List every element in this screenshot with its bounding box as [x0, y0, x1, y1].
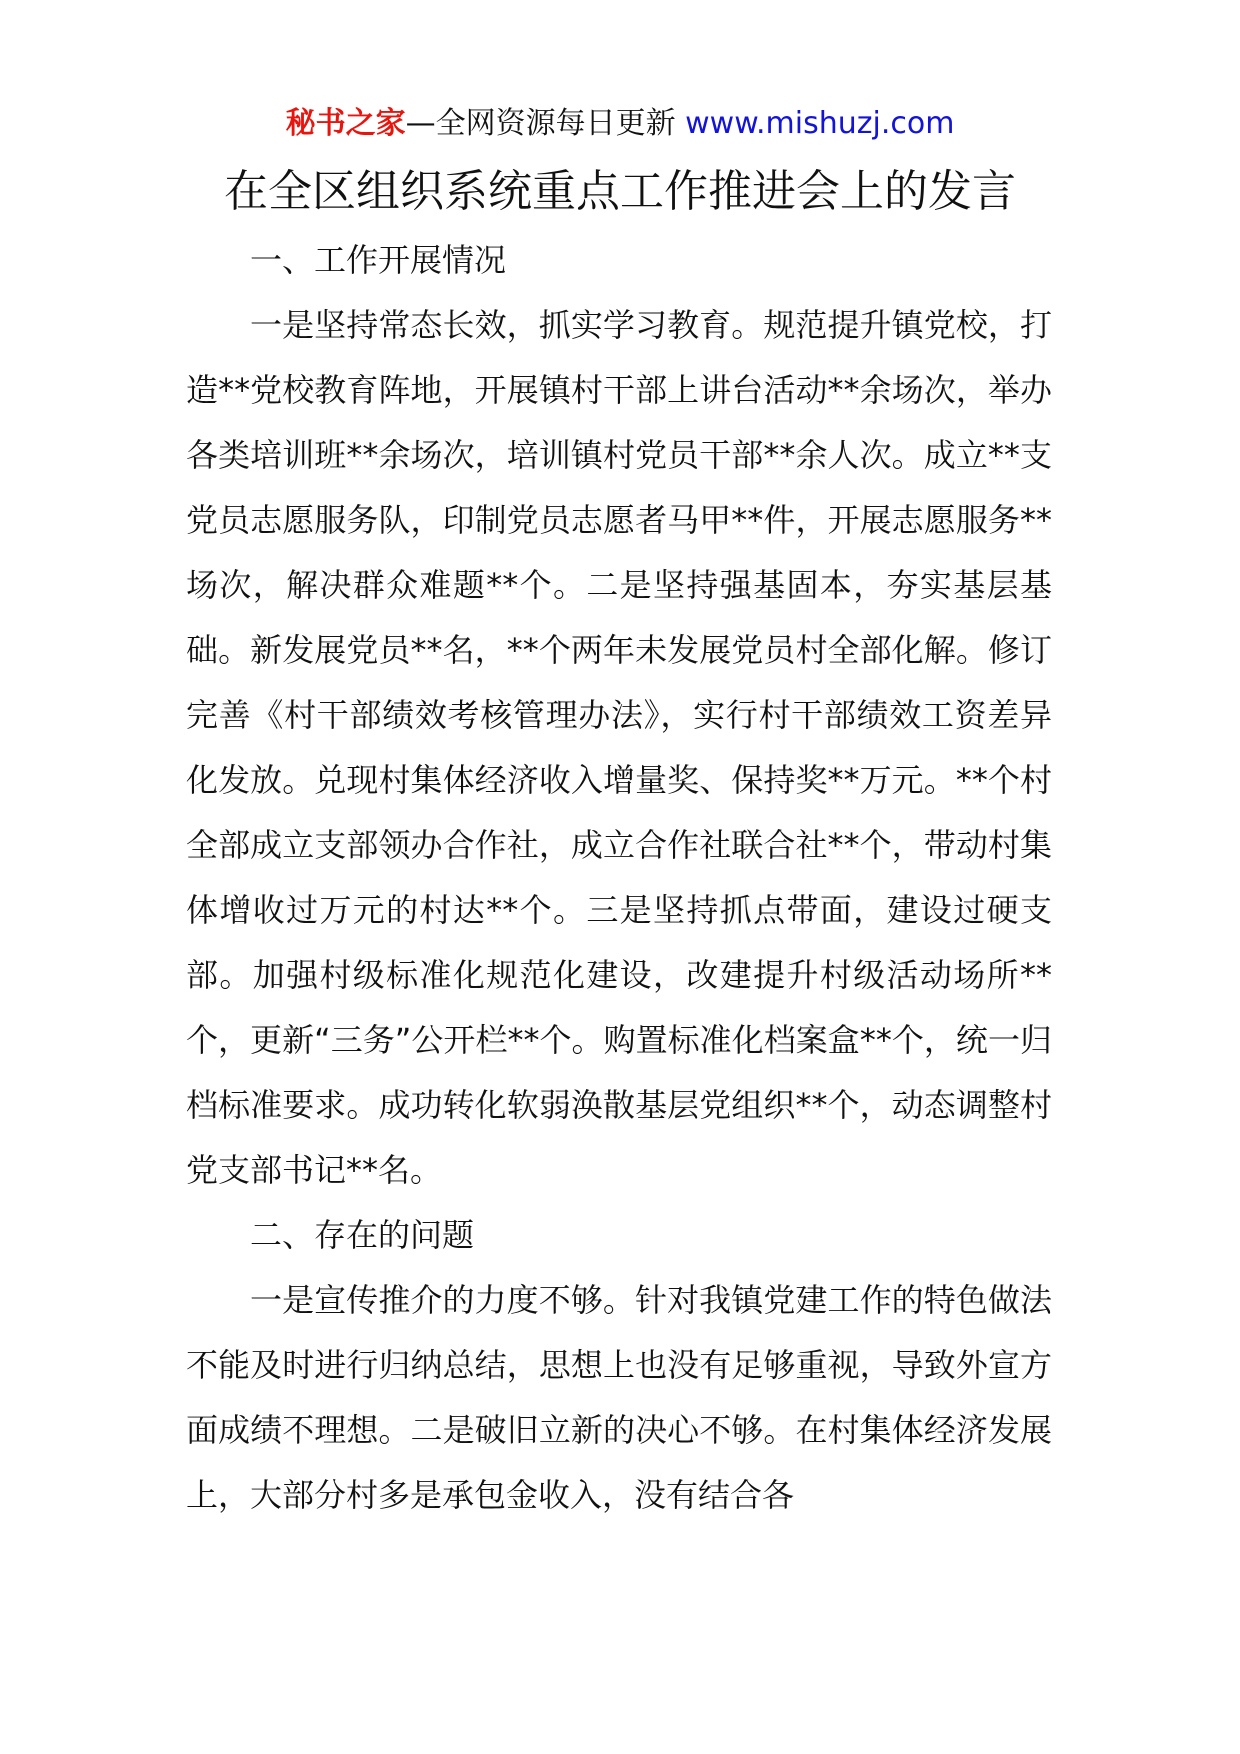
section-heading-work-progress: 一、工作开展情况: [250, 241, 507, 279]
section-paragraph-problems: 一是宣传推介的力度不够。针对我镇党建工作的特色做法不能及时进行归纳总结，思想上也没有足够重视，导致外宣方面成绩不理想。二是破旧立新的决心不够。在村集体经济发展上，大部分村多是承包金收入，没有结合各: [186, 1281, 1052, 1514]
section-paragraph-work-progress: 一是坚持常态长效，抓实学习教育。规范提升镇党校，打造**党校教育阵地，开展镇村干部上讲台活动**余场次，举办各类培训班**余场次，培训镇村党员干部**余人次。成立**支党员志愿服务队，印制党员志愿者马甲**件，开展志愿服务**场次，解决群众难题**个。二是坚持强基固本，夯实基层基础。新发展党员**名，**个两年未发展党员村全部化解。修订完善《村干部绩效考核管理办法》，实行村干部绩效工资差异化发放。兑现村集体经济收入增量奖、保持奖**万元。**个村全部成立支部领办合作社，成立合作社联合社**个，带动村集体增收过万元的村达**个。三是坚持抓点带面，建设过硬支部。加强村级标准化规范化建设，改建提升村级活动场所**个，更新“三务”公开栏**个。购置标准化档案盒**个，统一归档标准要求。成功转化软弱涣散基层党组织**个，动态调整村党支部书记**名。: [186, 306, 1052, 1189]
section-heading-problems: 二、存在的问题: [250, 1216, 475, 1254]
document-body: [186, 228, 1052, 1528]
site-tagline: —全网资源每日更新: [405, 106, 676, 141]
document-title: 在全区组织系统重点工作推进会上的发言: [224, 166, 1016, 217]
brand-name: 秘书之家: [285, 106, 406, 141]
site-url-link[interactable]: www.mishuzj.com: [685, 106, 955, 141]
site-header: [0, 104, 1240, 144]
